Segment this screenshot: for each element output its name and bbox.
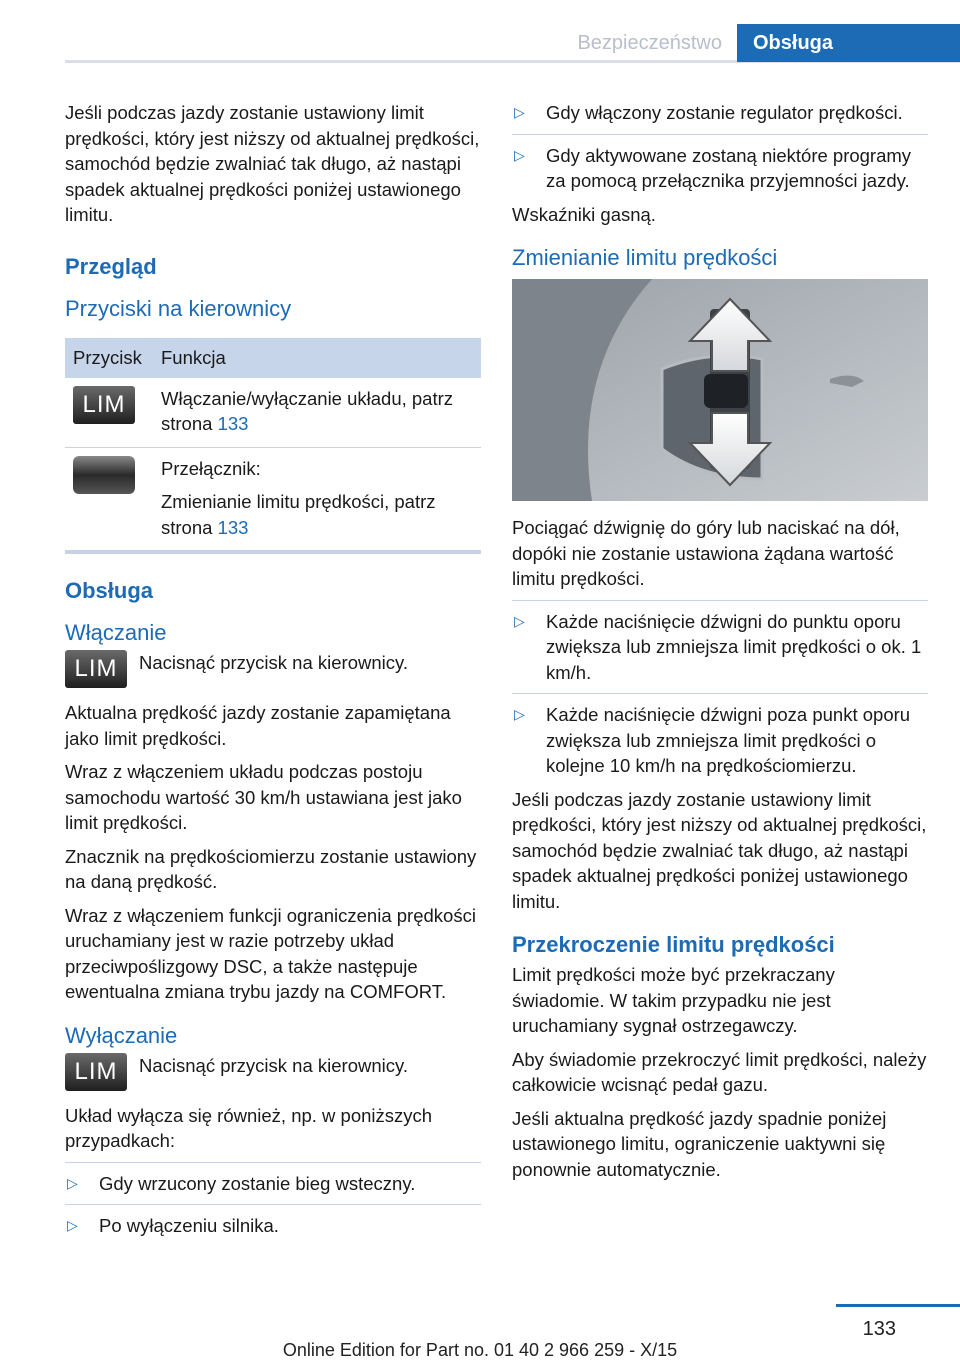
paragraph: Jeśli aktualna prędkość jazdy spadnie poniżej ustawionego limitu, ograniczenie uaktywni się ponownie automatycznie.	[512, 1107, 887, 1180]
table-row	[65, 447, 481, 552]
paragraph: Aktualna prędkość jazdy zostanie zapamiętana jako limit prędkości.	[65, 702, 451, 749]
row2-text: Zmienianie limitu prędkości, patrz strona	[161, 491, 436, 538]
list-item-text: Gdy włączony zostanie regulator prędkości.	[546, 102, 903, 123]
heading-przeglad: Przegląd	[65, 253, 157, 279]
list-item	[65, 1213, 481, 1239]
right-column	[512, 100, 928, 1190]
list-item	[512, 100, 928, 126]
lim-button-icon: LIM	[65, 1053, 127, 1091]
list-item	[512, 143, 928, 194]
row1-text: Włączanie/wyłączanie układu, patrz strona	[161, 387, 454, 434]
paragraph: Wskaźniki gasną.	[512, 203, 656, 225]
table-header-przycisk: Przycisk	[65, 338, 153, 378]
paragraph: Układ wyłącza się również, np. w poniższych przypadkach:	[65, 1104, 433, 1151]
bullet-marker-icon: ▷	[514, 612, 525, 629]
left-column	[65, 100, 481, 1247]
buttons-table	[65, 338, 481, 555]
paragraph: Wraz z włączeniem układu podczas postoju samochodu wartość 30 km/h ustawiana jest jako limit prędkości.	[65, 761, 462, 833]
bullet-marker-icon: ▷	[514, 706, 525, 722]
bullet-marker-icon: ▷	[67, 1217, 78, 1233]
tab-bezpieczenstwo[interactable]: Bezpieczeństwo	[577, 32, 722, 54]
heading-zmienianie: Zmienianie limitu prędkości	[512, 245, 778, 270]
bullet-divider	[65, 1204, 481, 1205]
lim-button-icon: LIM	[65, 650, 127, 688]
paragraph: Jeśli podczas jazdy zostanie ustawiony limit prędkości, który jest niższy od aktualnej prędkości, samochód będzie zwalniać tak długo, aż nastąpi spadek aktualnej prędkości poniżej ustawionego limitu.	[512, 788, 927, 912]
page-link-133[interactable]: 133	[217, 516, 249, 538]
bullet-marker-icon: ▷	[514, 104, 525, 120]
wylacz-text: Nacisnąć przycisk na kierownicy.	[139, 1054, 409, 1076]
page-number: 133	[862, 1318, 896, 1340]
paragraph: Aby świadomie przekroczyć limit prędkości, należy całkowicie wcisnąć pedał gazu.	[512, 1048, 927, 1095]
list-item-text: Każde naciśnięcie dźwigni do punktu oporu zwiększa lub zmniejsza limit prędkości o ok. 1 km/h.	[546, 610, 922, 683]
heading-przekroczenie: Przekroczenie limitu prędkości	[512, 932, 835, 957]
page-link-133[interactable]: 133	[217, 413, 249, 434]
paragraph: Pociągać dźwignię do góry lub naciskać na dół, dopóki nie zostanie ustawiona żądana wartość limitu prędkości.	[512, 517, 900, 589]
rocker-switch-icon	[73, 456, 135, 494]
heading-przyciski: Przyciski na kierownicy	[65, 295, 292, 321]
heading-wlaczanie: Włączanie	[65, 620, 167, 645]
paragraph: Limit prędkości może być przekraczany świadomie. W takim przypadku nie jest uruchamiany sygnał ostrzegawczy.	[512, 964, 835, 1036]
heading-obsluga: Obsługa	[65, 578, 154, 603]
bullet-divider	[65, 1162, 481, 1163]
list-item-text: Gdy aktywowane zostaną niektóre programy za pomocą przełącznika przyjemności jazdy.	[546, 144, 912, 191]
heading-wylaczanie: Wyłączanie	[65, 1022, 178, 1048]
bullet-marker-icon: ▷	[67, 1174, 78, 1191]
bullet-divider	[512, 134, 928, 135]
bullet-marker-icon: ▷	[514, 146, 525, 163]
footer-edition: Online Edition for Part no. 01 40 2 966 259 - X/15	[282, 1340, 678, 1360]
bullet-divider	[512, 600, 928, 601]
bullet-divider	[512, 693, 928, 694]
list-item	[65, 1171, 481, 1197]
list-item	[512, 702, 928, 779]
wlacz-text: Nacisnąć przycisk na kierownicy.	[139, 652, 409, 673]
page-number-rule	[836, 1304, 960, 1307]
row2-label: Przełącznik:	[161, 457, 261, 479]
lim-button-icon: LIM	[73, 386, 135, 424]
list-item-text: Każde naciśnięcie dźwigni poza punkt oporu zwiększa lub zmniejsza limit prędkości o kolejne 10 km/h na prędkościomierzu.	[546, 704, 911, 776]
list-item-text: Gdy wrzucony zostanie bieg wsteczny.	[99, 1172, 416, 1194]
list-item	[512, 609, 928, 686]
paragraph: Wraz z włączeniem funkcji ograniczenia prędkości uruchamiany jest w razie potrzeby układ przeciwpoślizgowy DSC, a także następuje ewentualna zmiana trybu jazdy na COMFORT.	[65, 904, 476, 1002]
table-row	[65, 378, 481, 448]
paragraph: Znacznik na prędkościomierzu zostanie ustawiony na daną prędkość.	[65, 845, 477, 892]
tab-obsluga[interactable]: Obsługa	[737, 24, 960, 62]
table-header-funkcja: Funkcja	[153, 338, 481, 378]
intro-paragraph: Jeśli podczas jazdy zostanie ustawiony limit prędkości, który jest niższy od aktualnej prędkości, samochód będzie zwalniać tak długo, aż nastąpi spadek aktualnej prędkości poniżej ustawionego limitu.	[65, 102, 480, 225]
list-item-text: Po wyłączeniu silnika.	[99, 1215, 279, 1236]
steering-wheel-image	[512, 279, 928, 501]
